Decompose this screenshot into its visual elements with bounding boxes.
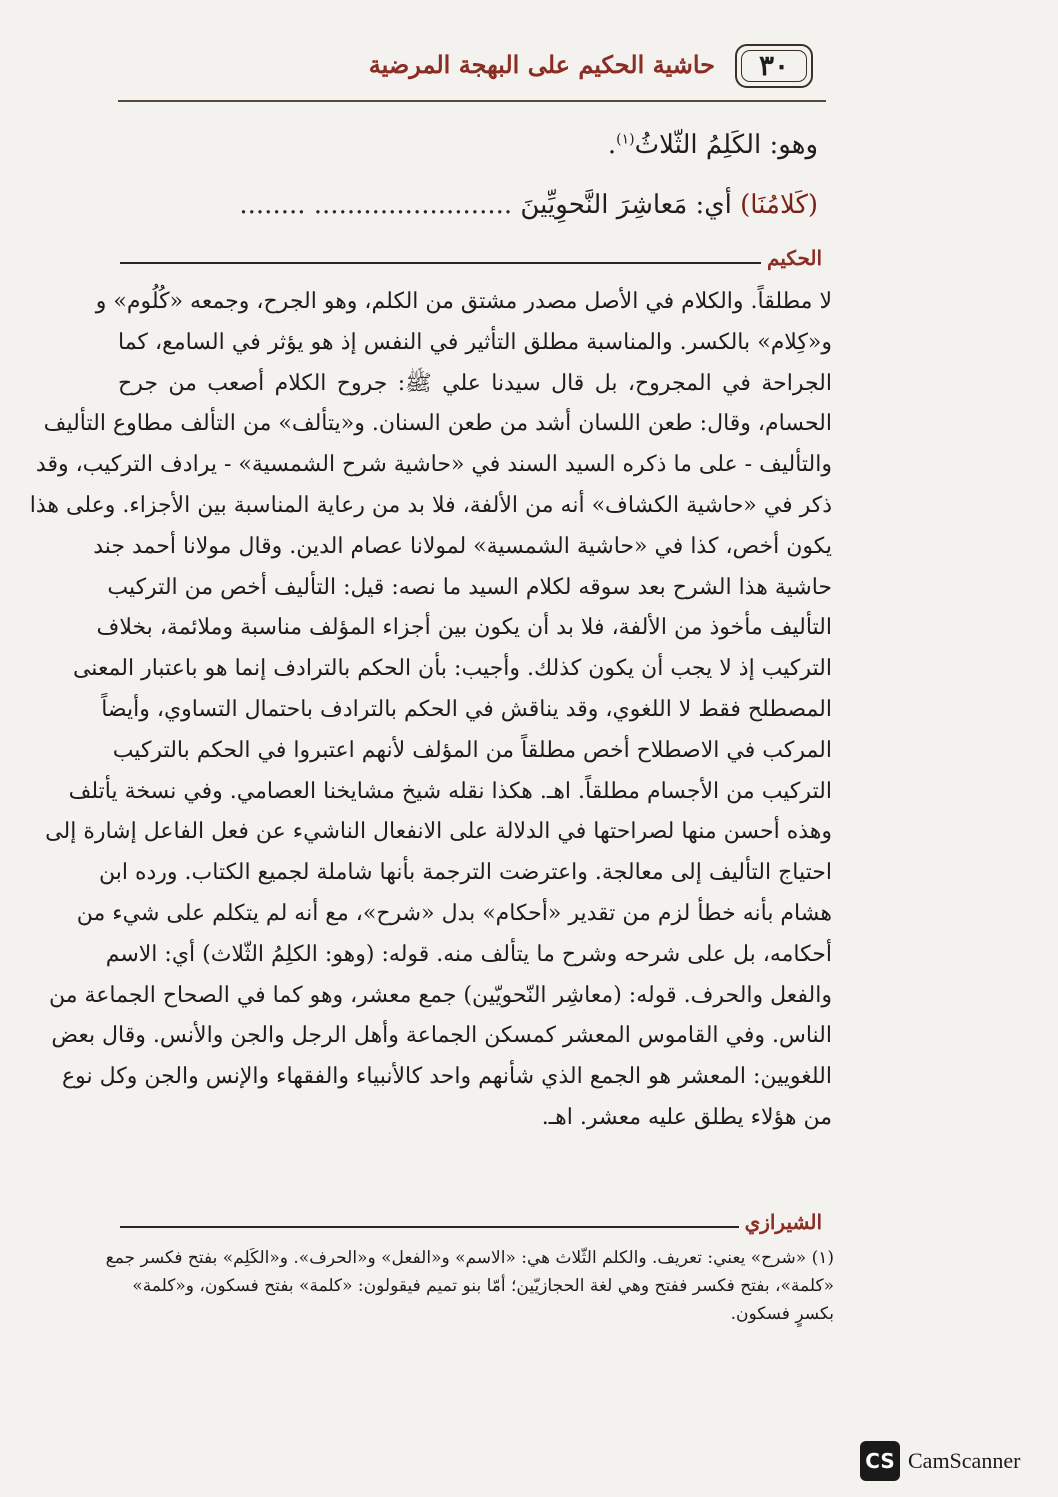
body-line: الجراحة في المجروح، بل قال سيدنا علي ﷺ: جروح الكلام أصعب من جرح bbox=[118, 370, 832, 396]
footnote-line: (١) «شرح» يعني: تعريف. والكلم الثّلاث هي: «الاسم» و«الفعل» و«الحرف». و«الكَلِم» بفتح فكسر جمع bbox=[105, 1248, 834, 1268]
footnote-ref: (١) bbox=[616, 131, 635, 148]
matn-line-1 bbox=[608, 130, 818, 160]
hakim-label: الحكيم bbox=[761, 246, 822, 270]
matn-line-2 bbox=[118, 190, 818, 220]
shirazi-divider bbox=[120, 1226, 820, 1228]
body-line: لا مطلقاً. والكلام في الأصل مصدر مشتق من الكلم، وهو الجرح، وجمعه «كُلُوم» و bbox=[95, 289, 832, 314]
page-number: ٣٠ bbox=[735, 44, 813, 88]
camscanner-text: CamScanner bbox=[908, 1448, 1021, 1473]
body-line: والتأليف - على ما ذكره السيد السند في «حاشية شرح الشمسية» - يرادف التركيب، وقد bbox=[35, 452, 832, 478]
footnote-line: بكسرٍ فسكون. bbox=[730, 1304, 834, 1324]
body-line: التركيب إذ لا يجب أن يكون كذلك. وأجيب: بأن الحكم بالترادف إنما هو باعتبار المعنى bbox=[72, 656, 832, 682]
body-line: حاشية هذا الشرح بعد سوقه لكلام السيد ما نصه: قيل: التأليف أخص من التركيب bbox=[107, 574, 832, 600]
body-line: احتياج التأليف إلى معالجة. واعترضت الترجمة بأنها شاملة لجميع الكتاب. ورده ابن bbox=[99, 860, 832, 886]
body-line: التأليف مأخوذ من الألفة، فلا بد أن يكون بين أجزاء المؤلف مناسبة وملائمة، بخلاف bbox=[96, 615, 832, 641]
body-line: والفعل والحرف. قوله: (معاشِر النّحويّين) جمع معشر، وهو كما في الصحاح الجماعة من bbox=[48, 982, 832, 1008]
body-line: وهذه أحسن منها لصراحتها في الدلالة على الانفعال الناشيء عن فعل الفاعل إشارة إلى bbox=[45, 819, 832, 845]
matn-line-2-text: أي: مَعاشِرَ النَّحوِيِّينَ bbox=[512, 190, 741, 220]
hakim-divider bbox=[120, 262, 820, 264]
matn-keyword: (كَلامُنَا) bbox=[740, 190, 818, 220]
body-line: أحكامه، بل على شرحه وشرح ما يتألف منه. قوله: (وهو: الكلِمُ الثّلاث) أي: الاسم bbox=[105, 941, 832, 967]
body-line: اللغويين: المعشر هو الجمع الذي شأنهم واحد كالأنبياء والفقهاء والإنس والجن وكل نوع bbox=[61, 1064, 832, 1090]
header-rule bbox=[118, 100, 826, 102]
running-title: حاشية الحكيم على البهجة المرضية bbox=[368, 50, 715, 79]
body-line: المصطلح فقط لا اللغوي، وقد يناقش في الحكم بالترادف باحتمال التساوي، وأيضاً bbox=[101, 696, 832, 722]
footnote bbox=[105, 1244, 834, 1328]
body-line: التركيب من الأجسام مطلقاً. اهـ. هكذا نقله شيخ مشايخنا العصامي. وفي نسخة يأتلف bbox=[68, 778, 832, 804]
footnote-line: «كلمة»، بفتح فكسر ففتح وهي لغة الحجازيّين؛ أمّا بنو تميم فيقولون: «كلمة» بفتح فسكون، و«كلمة» bbox=[132, 1276, 834, 1296]
shirazi-label: الشيرازي bbox=[739, 1210, 822, 1234]
matn-line-1-text: وهو: الكَلِمُ الثّلاثُ bbox=[634, 130, 818, 160]
body-line: الناس. وفي القاموس المعشر كمسكن الجماعة وأهل الرجل والجن والأنس. وقال بعض bbox=[51, 1023, 832, 1049]
camscanner-logo: CS bbox=[860, 1441, 900, 1481]
matn-dots: ........................ ........ bbox=[239, 190, 513, 220]
body-line: المركب في الاصطلاح أخص مطلقاً من المؤلف لأنهم اعتبروا في الحكم بالتركيب bbox=[112, 737, 832, 763]
body-line: و«كِلام» بالكسر. والمناسبة مطلق التأثير في النفس إذ هو يؤثر في السامع، كما bbox=[118, 329, 832, 355]
body-line: هشام بأنه خطأ لزم من تقدير «أحكام» بدل «شرح»، مع أنه لم يتكلم على شيء من bbox=[76, 900, 832, 926]
matn-line-1-end: . bbox=[607, 130, 617, 160]
body-line: من هؤلاء يطلق عليه معشر. اهـ. bbox=[541, 1104, 832, 1130]
commentary-body bbox=[29, 282, 832, 1139]
body-line: الحسام، وقال: طعن اللسان أشد من طعن السنان. و«يتألف» من التألف مطاوع التأليف bbox=[43, 411, 832, 437]
body-line: ذكر في «حاشية الكشاف» أنه من الألفة، فلا بد من رعاية المناسبة بين الأجزاء. وعلى هذا bbox=[29, 492, 832, 518]
body-line: يكون أخص، كذا في «حاشية الشمسية» لمولانا عصام الدين. وقال مولانا أحمد جند bbox=[93, 533, 832, 559]
